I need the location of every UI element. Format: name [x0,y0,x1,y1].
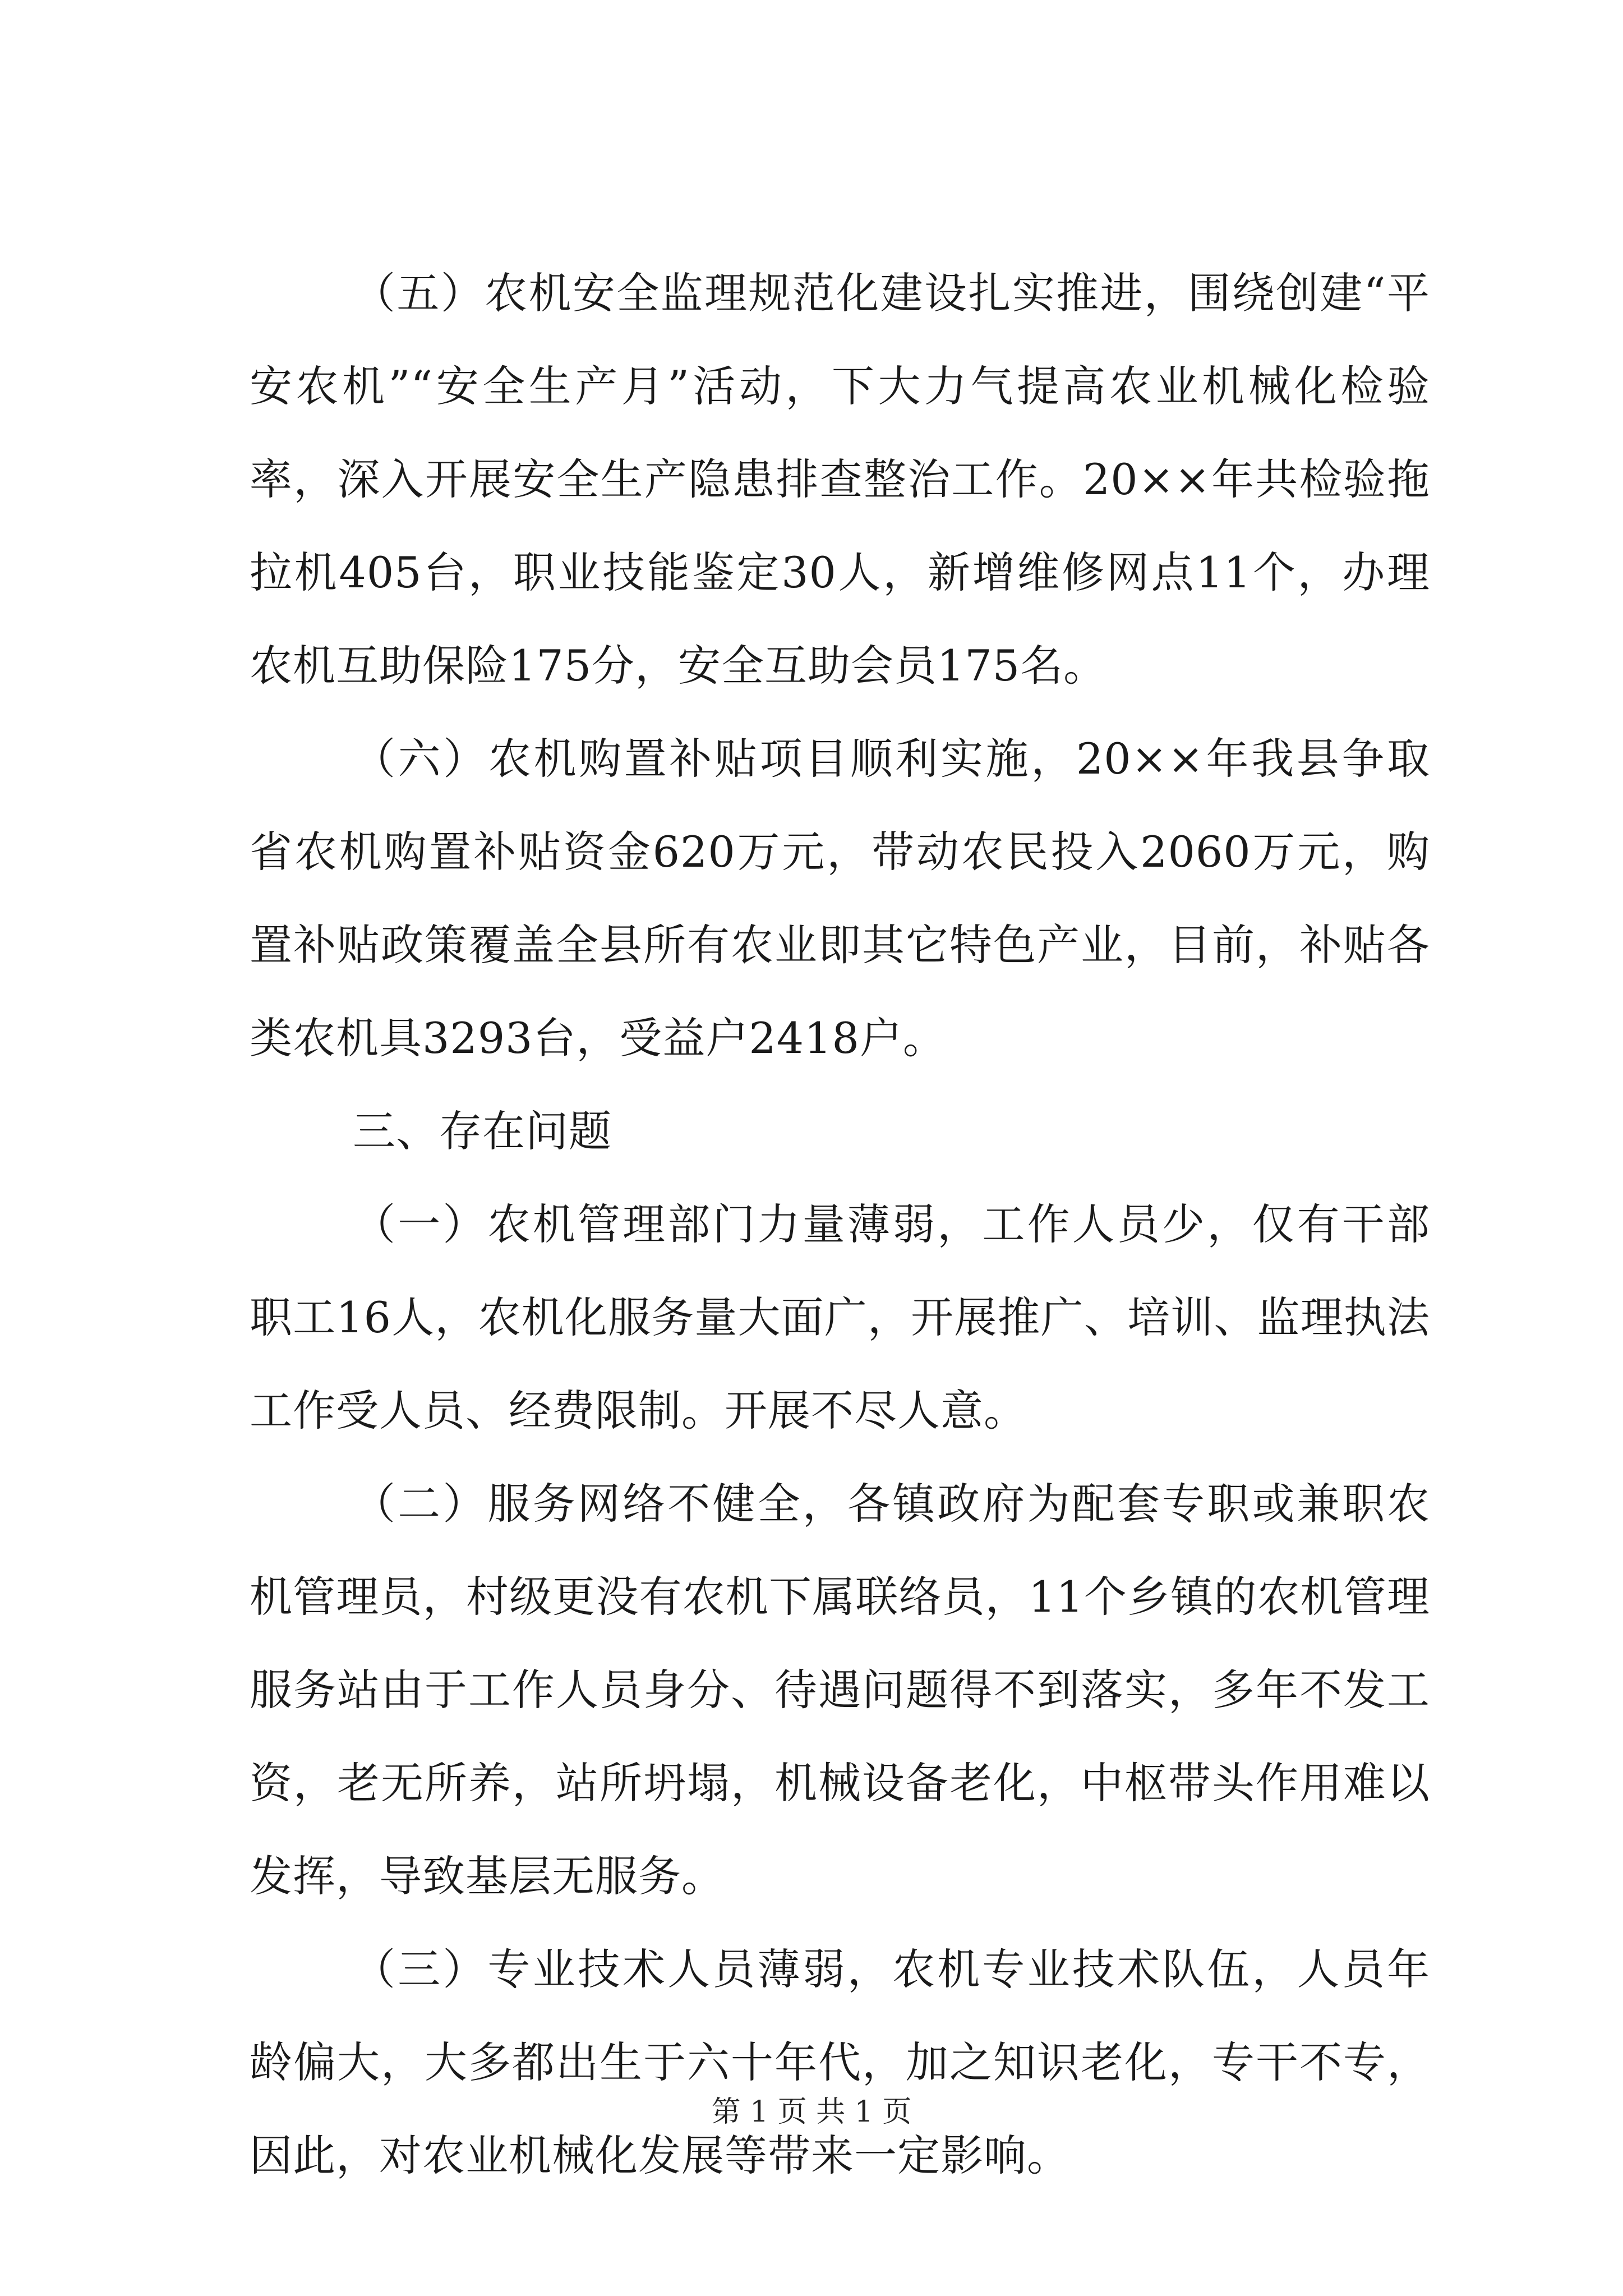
page-footer: 第 1 页 共 1 页 [711,2095,912,2129]
section-heading: 三、存在问题 [353,1106,612,1156]
paragraph-six: （六）农机购置补贴项目顺利实施，20××年我县争取省农机购置补贴资金620万元，带动农民投入2060万元，购置补贴政策覆盖全县所有农业即其它特色产业，目前，补贴各类农机具3293台，受益户2418户。 [250,734,1430,1063]
problem-two: （二）服务网络不健全，各镇政府为配套专职或兼职农机管理员，村级更没有农机下属联络员，11个乡镇的农机管理服务站由于工作人员身分、待遇问题得不到落实，多年不发工资，老无所养，站所坍塌，机械设备老化，中枢带头作用难以发挥，导致基层无服务。 [250,1479,1430,1901]
document-body [250,247,1430,2202]
problem-one: （一）农机管理部门力量薄弱，工作人员少，仅有干部职工16人，农机化服务量大面广，开展推广、培训、监理执法工作受人员、经费限制。开展不尽人意。 [250,1199,1430,1435]
problem-three: （三）专业技术人员薄弱，农机专业技术队伍，人员年龄偏大，大多都出生于六十年代，加之知识老化，专干不专，因此，对农业机械化发展等带来一定影响。 [250,1944,1430,2180]
paragraph-five: （五）农机安全监理规范化建设扎实推进，围绕创建“平安农机”“安全生产月”活动，下大力气提高农业机械化检验率，深入开展安全生产隐患排查整治工作。20××年共检验拖拉机405台，职业技能鉴定30人，新增维修网点11个，办理农机互助保险175分，安全互助会员175名。 [250,268,1430,691]
